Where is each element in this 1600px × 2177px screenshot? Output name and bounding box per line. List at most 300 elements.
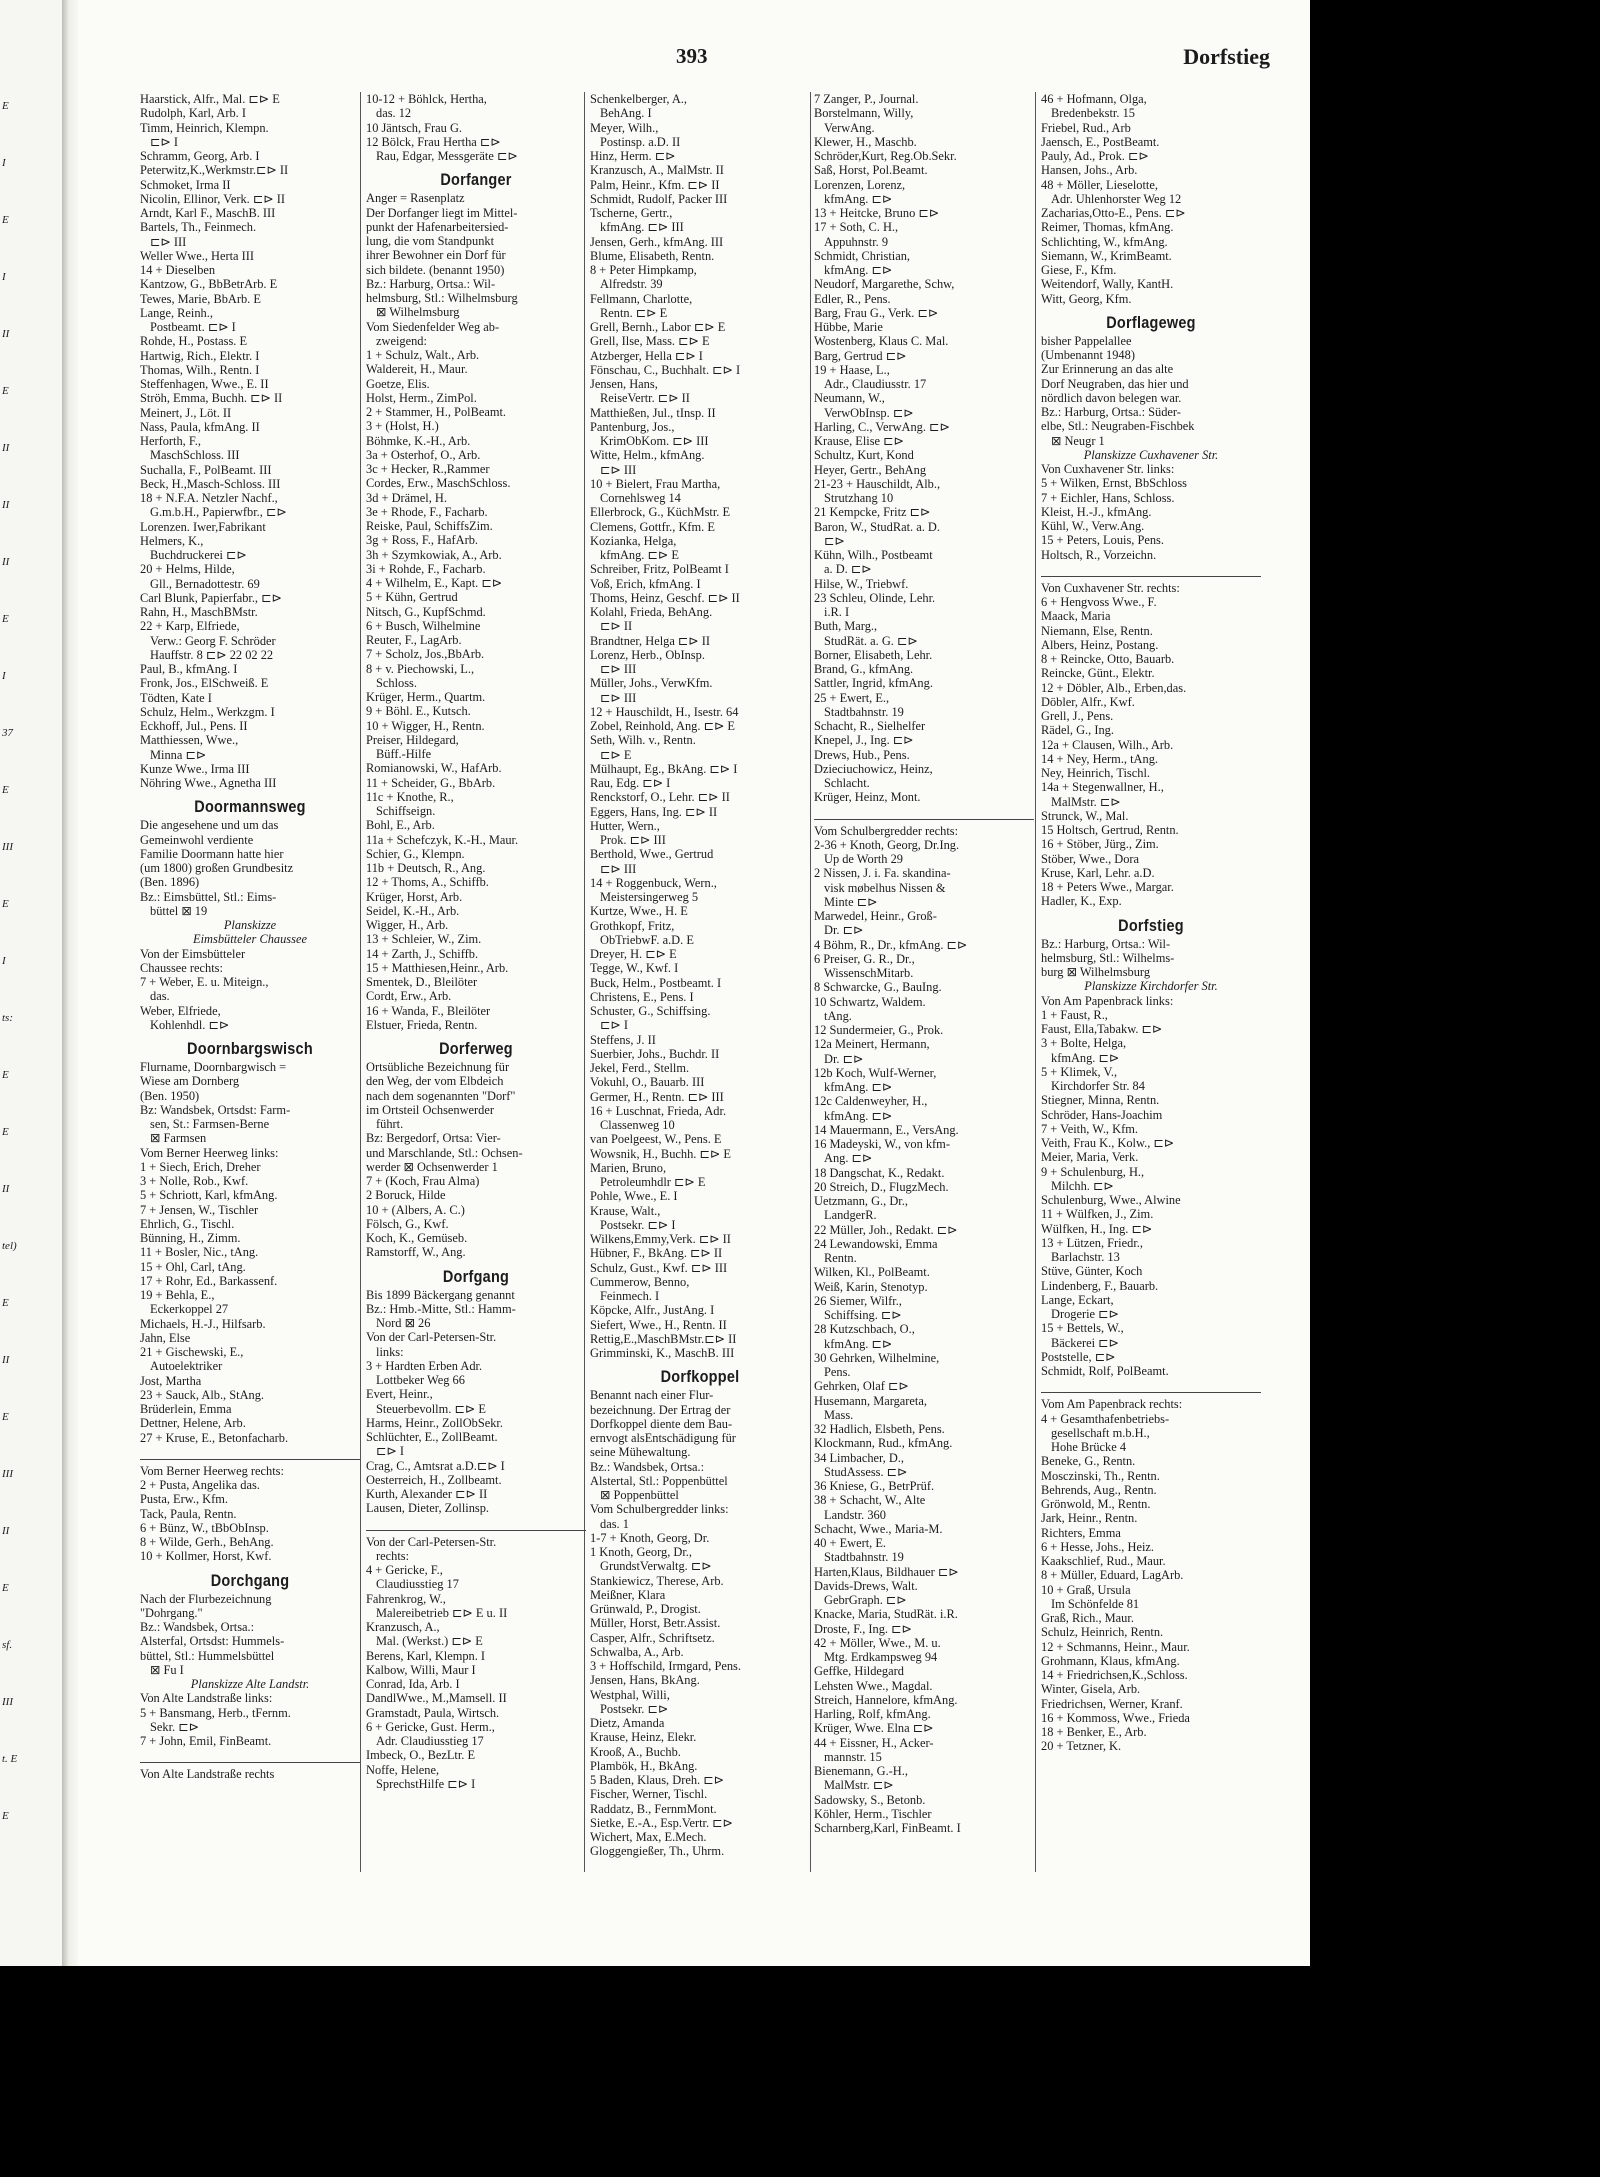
directory-entry: Bünning, H., Zimm. <box>140 1231 241 1245</box>
street-heading: Doormannsweg <box>194 797 306 817</box>
column-rule <box>810 92 811 1872</box>
directory-entry: 5 + Klimek, V., <box>1041 1064 1118 1079</box>
entry-continuation: Bäckerei ⊏⊳ <box>1051 1335 1119 1350</box>
directory-entry: 7 + Scholz, Jos.,BbArb. <box>366 647 485 662</box>
entry-continuation: Up de Worth 29 <box>824 852 903 866</box>
directory-entry: 34 Limbacher, D., <box>814 1450 904 1465</box>
directory-entry: 12 Sundermeier, G., Prok. <box>814 1023 944 1037</box>
directory-entry: (um 1800) großen Grundbesitz <box>140 861 294 875</box>
directory-entry: 1 + Siech, Erich, Dreher <box>140 1159 261 1174</box>
directory-entry: Wiese am Dornberg <box>140 1074 240 1089</box>
directory-entry: Gehrken, Olaf ⊏⊳ <box>814 1379 909 1394</box>
directory-entry: Imbeck, O., BezLtr. E <box>366 1748 476 1763</box>
directory-entry: Niemann, Else, Rentn. <box>1041 623 1153 638</box>
directory-entry: Evert, Heinr., <box>366 1387 433 1402</box>
directory-entry: Bz.: Wandsbek, Ortsa.: <box>590 1459 705 1474</box>
directory-entry: Cordt, Erw., Arb. <box>366 989 452 1004</box>
directory-entry: Hinz, Herm. ⊏⊳ <box>590 149 676 163</box>
directory-entry: Kalbow, Willi, Maur I <box>366 1662 476 1677</box>
directory-entry: 11c + Knothe, R., <box>366 789 454 804</box>
directory-entry: 1 + Faust, R., <box>1041 1007 1108 1022</box>
directory-entry: Preiser, Hildegard, <box>366 732 459 747</box>
left-page-fragment: E <box>2 1582 9 1594</box>
directory-entry: Krause, Heinz, Elekr. <box>590 1730 697 1745</box>
street-heading: Doornbargswisch <box>187 1039 313 1058</box>
directory-entry: Von Cuxhavener Str. rechts: <box>1041 580 1180 595</box>
entry-continuation: Kirchdorfer Str. 84 <box>1051 1079 1145 1093</box>
directory-entry: Krüger, Horst, Arb. <box>366 889 463 904</box>
directory-entry: Vom Am Papenbrack rechts: <box>1041 1397 1183 1412</box>
directory-entry: Kurth, Alexander ⊏⊳ II <box>366 1487 488 1501</box>
directory-entry: Hübbe, Marie <box>814 320 883 334</box>
directory-entry: Von Alte Landstraße rechts <box>140 1767 275 1782</box>
directory-entry: Jekel, Ferd., Stellm. <box>590 1061 690 1075</box>
directory-entry: Seidel, K.-H., Arb. <box>366 903 460 918</box>
directory-entry: Droste, F., Ing. ⊏⊳ <box>814 1621 912 1636</box>
directory-entry: Friebel, Rud., Arb <box>1041 120 1131 135</box>
street-heading: Dorfanger <box>440 170 512 190</box>
directory-entry: Klewer, H., Maschb. <box>814 134 917 149</box>
directory-entry: Lorenzen. Iwer,Fabrikant <box>140 519 266 534</box>
directory-entry: 2 + Stammer, H., PolBeamt. <box>366 405 507 419</box>
directory-entry: 30 Gehrken, Wilhelmine, <box>814 1350 940 1365</box>
directory-entry: Alsterfal, Ortsdst: Hummels- <box>140 1634 285 1649</box>
directory-entry: Kolahl, Frieda, BehAng. <box>590 605 713 619</box>
directory-entry: Friedrichsen, Werner, Kranf. <box>1041 1696 1183 1711</box>
directory-entry: Tewes, Marie, BbArb. E <box>140 291 261 306</box>
entry-continuation: führt. <box>376 1117 404 1131</box>
directory-entry: und Marschlande, Stl.: Ochsen- <box>366 1145 523 1160</box>
left-page-fragment: E <box>2 1069 9 1081</box>
directory-entry: Seth, Wilh. v., Rentn. <box>590 733 696 748</box>
section-divider <box>140 1445 360 1460</box>
directory-entry: Rudolph, Karl, Arb. I <box>140 106 246 121</box>
left-page-fragment: sf. <box>2 1639 13 1651</box>
directory-entry: Hadler, K., Exp. <box>1041 894 1122 909</box>
left-page-fragment: II <box>2 556 10 568</box>
entry-continuation: Lottbeker Weg 66 <box>376 1373 465 1387</box>
directory-entry: bisher Pappelallee <box>1041 333 1132 348</box>
directory-entry: Koch, K., Gemüseb. <box>366 1231 468 1245</box>
directory-entry: Nach der Flurbezeichnung <box>140 1591 272 1606</box>
directory-entry: Nitsch, G., KupfSchmd. <box>366 604 486 619</box>
directory-entry: werder ⊠ Ochsenwerder 1 <box>366 1159 498 1174</box>
entry-continuation: kfmAng. ⊏⊳ <box>824 191 893 206</box>
directory-entry: Atzberger, Hella ⊏⊳ I <box>590 348 703 363</box>
directory-entry: Beck, H.,Masch-Schloss. III <box>140 476 281 491</box>
directory-entry: Berens, Karl, Klempn. I <box>366 1648 486 1663</box>
directory-entry: Marien, Bruno, <box>590 1160 667 1175</box>
entry-continuation: GebrGraph. ⊏⊳ <box>824 1593 907 1607</box>
entry-continuation: GrundstVerwaltg. ⊏⊳ <box>600 1559 712 1574</box>
entry-continuation: ObTriebwF. a.D. E <box>600 932 694 947</box>
directory-entry: Brüderlein, Emma <box>140 1402 232 1416</box>
directory-entry: Köpcke, Alfr., JustAng. I <box>590 1303 715 1318</box>
directory-entry: 10 + (Albers, A. C.) <box>366 1202 465 1217</box>
directory-entry: Rau, Edg. ⊏⊳ I <box>590 776 671 790</box>
directory-entry: 22 + Karp, Elfriede, <box>140 619 240 634</box>
entry-continuation: Schiffsing. ⊏⊳ <box>824 1308 902 1322</box>
directory-entry: Drews, Hub., Pens. <box>814 747 910 762</box>
directory-entry: Nicolin, Ellinor, Verk. ⊏⊳ II <box>140 191 285 206</box>
directory-entry: Vom Schulbergredder links: <box>590 1502 729 1517</box>
directory-entry: Kranzusch, A., MalMstr. II <box>590 163 724 178</box>
entry-continuation: Dr. ⊏⊳ <box>824 923 864 938</box>
directory-entry: Matthiessen, Wwe., <box>140 733 239 748</box>
directory-entry: Rädel, G., Ing. <box>1041 723 1114 738</box>
directory-entry: Kranzusch, A., <box>366 1620 440 1634</box>
directory-entry: Palm, Heinr., Kfm. ⊏⊳ II <box>590 177 720 192</box>
directory-entry: 2 + Pusta, Angelika das. <box>140 1478 260 1492</box>
street-heading: Dorchgang <box>210 1570 290 1590</box>
directory-column-3 <box>590 92 810 1872</box>
directory-entry: Gloggengießer, Th., Uhrm. <box>590 1844 725 1859</box>
entry-continuation: SprechstHilfe ⊏⊳ I <box>376 1776 476 1791</box>
entry-continuation: Stadtbahnstr. 19 <box>824 1550 904 1565</box>
left-page-fragment: I <box>2 955 6 967</box>
section-divider <box>140 1748 360 1763</box>
directory-entry: seine Mühewaltung. <box>590 1445 691 1460</box>
directory-entry: Geffke, Hildegard <box>814 1664 904 1679</box>
directory-entry: 17 + Rohr, Ed., Barkassenf. <box>140 1273 278 1288</box>
entry-continuation: Verw.: Georg F. Schröder <box>150 633 276 648</box>
directory-entry: 12a Meinert, Hermann, <box>814 1037 930 1052</box>
directory-entry: Kantzow, G., BbBetrArb. E <box>140 277 278 292</box>
entry-continuation: MalMstr. ⊏⊳ <box>1051 794 1121 809</box>
directory-entry: Fahrenkrog, W., <box>366 1591 446 1606</box>
directory-entry: Tegge, W., Kwf. I <box>590 961 679 976</box>
entry-continuation: kfmAng. ⊏⊳ III <box>600 220 684 235</box>
entry-continuation: ⊏⊳ III <box>150 234 187 249</box>
directory-entry: Von Am Papenbrack links: <box>1041 993 1174 1008</box>
directory-entry: Sadowsky, S., Betonb. <box>814 1792 926 1807</box>
directory-entry: Knepel, J., Ing. ⊏⊳ <box>814 733 914 748</box>
directory-entry: Wichert, Max, E.Mech. <box>590 1830 707 1844</box>
directory-entry: Bis 1899 Bäckergang genannt <box>366 1287 515 1302</box>
directory-entry: 1-7 + Knoth, Georg, Dr. <box>590 1530 710 1545</box>
entry-continuation: das. <box>150 989 170 1004</box>
directory-entry: Giese, F., Kfm. <box>1041 263 1117 277</box>
directory-entry: Die angesehene und um das <box>140 818 279 833</box>
directory-entry: Dzieciuchowicz, Heinz, <box>814 761 933 776</box>
left-page-fragment: II <box>2 328 10 340</box>
directory-entry: Bz: Bergedorf, Ortsa: Vier- <box>366 1131 501 1146</box>
directory-entry: 24 Lewandowski, Emma <box>814 1236 938 1251</box>
directory-entry: 12 Bölck, Frau Hertha ⊏⊳ <box>366 134 501 149</box>
directory-entry: Bz.: Wandsbek, Ortsa.: <box>140 1620 255 1634</box>
directory-entry: Barg, Frau G., Verk. ⊏⊳ <box>814 305 939 320</box>
directory-entry: lung, die vom Standpunkt <box>366 234 495 248</box>
directory-entry: 11b + Deutsch, R., Ang. <box>366 861 486 875</box>
directory-entry: Pantenburg, Jos., <box>590 419 675 434</box>
directory-entry: Faust, Ella,Tabakw. ⊏⊳ <box>1041 1022 1163 1036</box>
entry-continuation: a. D. ⊏⊳ <box>824 562 872 577</box>
directory-entry: Tack, Paula, Rentn. <box>140 1506 237 1521</box>
entry-continuation: Schlacht. <box>824 776 870 790</box>
entry-continuation: VerwAng. <box>824 120 875 135</box>
directory-entry: Bohl, E., Arb. <box>366 818 435 833</box>
directory-entry: Dorfkoppel diente dem Bau- <box>590 1416 733 1431</box>
entry-continuation: Ang. ⊏⊳ <box>824 1151 873 1166</box>
directory-entry: Grönwold, M., Rentn. <box>1041 1497 1151 1511</box>
directory-entry: 6 Preiser, G. R., Dr., <box>814 951 915 966</box>
directory-entry: Schulz, Gust., Kwf. ⊏⊳ III <box>590 1260 728 1275</box>
directory-entry: Fellmann, Charlotte, <box>590 291 693 306</box>
directory-entry: Wigger, H., Arb. <box>366 918 449 932</box>
entry-continuation: kfmAng. ⊏⊳ <box>824 1108 893 1123</box>
directory-column-5 <box>1041 92 1261 1872</box>
directory-entry: 22 Müller, Joh., Redakt. ⊏⊳ <box>814 1222 958 1237</box>
directory-entry: 8 + Wilde, Gerh., BehAng. <box>140 1535 274 1549</box>
directory-entry: 3g + Ross, F., HafArb. <box>366 533 479 548</box>
directory-entry: Lorenz, Herb., ObInsp. <box>590 647 705 662</box>
directory-entry: Crag, C., Amtsrat a.D.⊏⊳ I <box>366 1458 505 1473</box>
directory-entry: 15 + Matthiesen,Heinr., Arb. <box>366 960 509 975</box>
directory-entry: Dreyer, H. ⊏⊳ E <box>590 947 677 961</box>
directory-entry: Schuster, G., Schiffsing. <box>590 1004 711 1018</box>
directory-entry: Von der Carl-Petersen-Str. <box>366 1534 497 1549</box>
directory-entry: Vom Schulbergredder rechts: <box>814 823 959 838</box>
directory-entry: im Ortsteil Ochsenwerder <box>366 1102 494 1117</box>
directory-entry: Dietz, Amanda <box>590 1716 665 1730</box>
entry-continuation: ⊠ Poppenbüttel <box>600 1488 679 1502</box>
directory-entry: Wilkens,Emmy,Verk. ⊏⊳ II <box>590 1232 731 1246</box>
directory-entry: Grimminski, K., MaschB. III <box>590 1346 735 1360</box>
directory-entry: 10 + Wigger, H., Rentn. <box>366 718 485 733</box>
directory-entry: 7 + Veith, W., Kfm. <box>1041 1121 1138 1136</box>
entry-continuation: Adr. Claudiusstieg 17 <box>376 1734 484 1748</box>
directory-entry: Müller, Horst, Betr.Assist. <box>590 1616 721 1631</box>
directory-entry: Lorenzen, Lorenz, <box>814 177 906 192</box>
directory-entry: Kozianka, Helga, <box>590 533 677 548</box>
left-page-fragment: II <box>2 1525 10 1537</box>
entry-continuation: Eckerkoppel 27 <box>150 1302 229 1317</box>
entry-continuation: ⊏⊳ I <box>150 134 178 149</box>
directory-entry: Schröder, Hans-Joachim <box>1041 1107 1163 1122</box>
street-heading: Dorfgang <box>442 1266 510 1286</box>
entry-continuation: Im Schönfelde 81 <box>1051 1596 1140 1611</box>
directory-entry: 44 + Eissner, H., Acker- <box>814 1735 934 1750</box>
entry-continuation: ⊠ Neugr 1 <box>1051 433 1105 448</box>
directory-entry: Jark, Heinr., Rentn. <box>1041 1511 1138 1526</box>
directory-entry: Mülhaupt, Eg., BkAng. ⊏⊳ I <box>590 761 738 776</box>
left-page-fragment: E <box>2 1411 9 1423</box>
directory-entry: Buck, Helm., Postbeamt. I <box>590 975 722 990</box>
directory-entry: 6 + Gericke, Gust. Herm., <box>366 1719 495 1734</box>
directory-entry: Bz.: Eimsbüttel, Stl.: Eims- <box>140 889 277 904</box>
directory-entry: Harms, Heinr., ZollObSekr. <box>366 1415 503 1430</box>
directory-entry: Herforth, F., <box>140 434 201 448</box>
directory-entry: ihrer Bewohner ein Dorf für <box>366 248 506 263</box>
directory-entry: Böhmke, K.-H., Arb. <box>366 433 471 448</box>
left-page-fragment: E <box>2 1810 9 1822</box>
directory-entry: Vom Berner Heerweg rechts: <box>140 1463 284 1478</box>
left-page-fragment: ts: <box>2 1012 13 1024</box>
directory-column-2 <box>366 92 586 1872</box>
directory-entry: Weller Wwe., Herta III <box>140 248 255 263</box>
directory-entry: Nass, Paula, kfmAng. II <box>140 419 260 434</box>
directory-entry: Krüger, Herm., Quartm. <box>366 690 486 704</box>
directory-entry: 6 + Bünz, W., tBbObInsp. <box>140 1520 269 1535</box>
directory-entry: Hartwig, Rich., Elektr. I <box>140 348 260 363</box>
directory-entry: 8 Schwarcke, G., BauIng. <box>814 980 942 995</box>
directory-entry: Fölsch, G., Kwf. <box>366 1216 449 1231</box>
directory-entry: 3 + Hardten Erben Adr. <box>366 1358 483 1373</box>
directory-entry: Bz.: Harburg, Ortsa.: Wil- <box>366 276 496 291</box>
directory-entry: Brandtner, Helga ⊏⊳ II <box>590 633 711 648</box>
entry-continuation: Buchdruckerei ⊏⊳ <box>150 548 247 562</box>
entry-continuation: Alfredstr. 39 <box>600 277 663 292</box>
directory-entry: Witte, Helm., kfmAng. <box>590 448 705 463</box>
directory-entry: Kruse, Karl, Lehr. a.D. <box>1041 865 1155 880</box>
entry-continuation: Schloss. <box>376 675 417 690</box>
directory-entry: 12a + Clausen, Wilh., Arb. <box>1041 737 1174 752</box>
directory-entry: 21 Kempcke, Fritz ⊏⊳ <box>814 505 931 520</box>
entry-continuation: ⊠ Fu I <box>150 1662 184 1677</box>
directory-entry: (Ben. 1950) <box>140 1088 200 1103</box>
directory-entry: Uetzmann, G., Dr., <box>814 1194 908 1208</box>
entry-continuation: ⊏⊳ E <box>600 747 632 762</box>
section-divider <box>366 1516 586 1531</box>
directory-entry: 10 + Kollmer, Horst, Kwf. <box>140 1549 272 1564</box>
directory-entry: Cordes, Erw., MaschSchloss. <box>366 476 511 491</box>
directory-entry: Ehrlich, G., Tischl. <box>140 1216 235 1231</box>
directory-entry: Harling, C., VerwAng. ⊏⊳ <box>814 419 950 434</box>
directory-entry: 2 Nissen, J. i. Fa. skandina- <box>814 866 951 881</box>
directory-entry: Lange, Reinh., <box>140 305 213 320</box>
directory-entry: 3 + Nolle, Rob., Kwf. <box>140 1174 249 1188</box>
directory-entry: 15 + Peters, Louis, Pens. <box>1041 533 1164 548</box>
directory-entry: Richters, Emma <box>1041 1525 1121 1540</box>
directory-entry: Reincke, Günt., Elektr. <box>1041 666 1155 681</box>
entry-continuation: gesellschaft m.b.H., <box>1051 1425 1150 1440</box>
entry-continuation: kfmAng. ⊏⊳ <box>1051 1050 1120 1065</box>
directory-entry: Bz.: Hmb.-Mitte, Stl.: Hamm- <box>366 1301 516 1316</box>
directory-entry: Stöber, Wwe., Dora <box>1041 851 1140 866</box>
entry-continuation: tAng. <box>824 1008 852 1023</box>
directory-entry: Weitendorf, Wally, KantH. <box>1041 277 1174 292</box>
directory-entry: Wowsnik, H., Buchh. ⊏⊳ E <box>590 1146 731 1161</box>
directory-entry: 6 + Hesse, Johs., Heiz. <box>1041 1539 1154 1554</box>
left-page-fragment: E <box>2 898 9 910</box>
directory-entry: Vom Berner Heerweg links: <box>140 1145 279 1160</box>
entry-continuation: Hauffstr. 8 ⊏⊳ 22 02 22 <box>150 647 274 662</box>
directory-entry: 3c + Hecker, R.,Rammer <box>366 462 490 476</box>
directory-entry: Siemann, W., KrimBeamt. <box>1041 248 1172 263</box>
entry-continuation: kfmAng. ⊏⊳ <box>824 263 893 277</box>
directory-entry: 3i + Rohde, F., Facharb. <box>366 561 486 576</box>
directory-entry: Reimer, Thomas, kfmAng. <box>1041 220 1174 235</box>
directory-entry: Davids-Drews, Walt. <box>814 1578 918 1593</box>
entry-continuation: ⊏⊳ I <box>600 1018 628 1033</box>
directory-entry: Neudorf, Margarethe, Schw, <box>814 277 955 292</box>
directory-entry: Barg, Gertrud ⊏⊳ <box>814 348 907 363</box>
entry-continuation: Kohlenhdl. ⊏⊳ <box>150 1017 230 1032</box>
planskizze-note: Eimsbütteler Chaussee <box>193 932 307 947</box>
directory-entry: Thoms, Heinz, Geschf. ⊏⊳ II <box>590 590 740 605</box>
directory-entry: Grohmann, Klaus, kfmAng. <box>1041 1653 1180 1668</box>
entry-continuation: mannstr. 15 <box>824 1749 882 1764</box>
entry-continuation: BehAng. I <box>600 106 652 121</box>
directory-entry: Bartels, Th., Feinmech. <box>140 220 257 235</box>
entry-continuation: Mal. (Werkst.) ⊏⊳ E <box>376 1634 483 1649</box>
directory-entry: Schacht, R., Sielhelfer <box>814 719 926 733</box>
directory-entry: Zur Erinnerung an das alte <box>1041 362 1174 377</box>
entry-continuation: Classenweg 10 <box>600 1118 675 1132</box>
directory-entry: 10 + Bielert, Frau Martha, <box>590 476 721 491</box>
directory-entry: Von der Eimsbütteler <box>140 946 246 961</box>
directory-entry: Grothkopf, Fritz, <box>590 918 675 933</box>
directory-entry: 3 + Bolte, Helga, <box>1041 1036 1127 1051</box>
directory-entry: Timm, Heinrich, Klempn. <box>140 120 269 135</box>
directory-entry: 8 + v. Piechowski, L., <box>366 661 475 676</box>
directory-entry: Ellerbrock, G., KüchMstr. E <box>590 505 731 520</box>
directory-entry: Steffenhagen, Wwe., E. II <box>140 377 269 391</box>
directory-entry: Jahn, Else <box>140 1330 191 1345</box>
directory-entry: 16 + Wanda, F., Bleilöter <box>366 1003 491 1018</box>
directory-entry: Der Dorfanger liegt im Mittel- <box>366 205 518 220</box>
directory-entry: Brand, G., kfmAng. <box>814 662 914 676</box>
directory-entry: 15 + Ohl, Carl, tAng. <box>140 1259 246 1274</box>
directory-entry: Matthießen, Jul., tInsp. II <box>590 405 716 420</box>
entry-continuation: kfmAng. ⊏⊳ <box>824 1080 893 1094</box>
directory-entry: 46 + Hofmann, Olga, <box>1041 92 1147 106</box>
entry-continuation: Prok. ⊏⊳ III <box>600 833 666 847</box>
directory-entry: 13 + Heitcke, Bruno ⊏⊳ <box>814 206 940 220</box>
directory-entry: Lindenberg, F., Bauarb. <box>1041 1278 1159 1293</box>
running-title: Dorfstieg <box>1183 44 1270 69</box>
entry-continuation: Rentn. ⊏⊳ E <box>600 305 668 320</box>
directory-entry: Strunck, W., Mal. <box>1041 808 1129 823</box>
entry-continuation: Feinmech. I <box>600 1289 660 1303</box>
directory-entry: Meier, Maria, Verk. <box>1041 1150 1139 1165</box>
entry-continuation: ⊏⊳ I <box>376 1444 404 1459</box>
entry-continuation: rechts: <box>376 1548 410 1563</box>
directory-entry: 13 + Schleier, W., Zim. <box>366 932 482 947</box>
directory-entry: 11 + Scheider, G., BbArb. <box>366 775 496 790</box>
entry-continuation: ReiseVertr. ⊏⊳ II <box>600 391 690 406</box>
directory-entry: Westphal, Willi, <box>590 1687 670 1702</box>
directory-entry: Noffe, Helene, <box>366 1762 440 1777</box>
directory-entry: Suchalla, F., PolBeamt. III <box>140 462 272 477</box>
directory-entry: Grell, J., Pens. <box>1041 709 1114 723</box>
entry-continuation: das. 1 <box>600 1516 629 1531</box>
directory-entry: 38 + Schacht, W., Alte <box>814 1493 926 1508</box>
directory-entry: Hansen, Johs., Arb. <box>1041 163 1138 178</box>
directory-entry: 9 + Böhl. E., Kutsch. <box>366 704 471 719</box>
entry-continuation: KrimObKom. ⊏⊳ III <box>600 434 709 448</box>
directory-entry: 14 + Friedrichsen,K.,Schloss. <box>1041 1668 1188 1682</box>
directory-entry: Nöhring Wwe., Agnetha III <box>140 776 277 790</box>
directory-entry: Mosczinski, Th., Rentn. <box>1041 1468 1160 1483</box>
directory-entry: 36 Kniese, G., BetrPrüf. <box>814 1479 935 1493</box>
directory-entry: sich bildete. (benannt 1950) <box>366 262 505 277</box>
directory-entry: 28 Kutzschbach, O., <box>814 1322 915 1337</box>
directory-entry: Von Alte Landstraße links: <box>140 1691 273 1706</box>
directory-entry: Krause, Elise ⊏⊳ <box>814 434 904 448</box>
directory-entry: 10 + Graß, Ursula <box>1041 1582 1131 1597</box>
directory-entry: Paul, B., kfmAng. I <box>140 662 238 676</box>
directory-entry: 48 + Möller, Lieselotte, <box>1041 177 1158 192</box>
directory-entry: Stüve, Günter, Koch <box>1041 1264 1143 1279</box>
entry-continuation: Postinsp. a.D. II <box>600 134 681 149</box>
directory-entry: 14 + Dieselben <box>140 263 216 277</box>
directory-entry: 12 + Döbler, Alb., Erben,das. <box>1041 680 1187 695</box>
entry-continuation: ⊠ Farmsen <box>150 1131 207 1146</box>
directory-entry: Baron, W., StudRat. a. D. <box>814 519 940 534</box>
directory-entry: 20 + Helms, Hilde, <box>140 562 235 577</box>
directory-entry: Kunze Wwe., Irma III <box>140 761 250 776</box>
